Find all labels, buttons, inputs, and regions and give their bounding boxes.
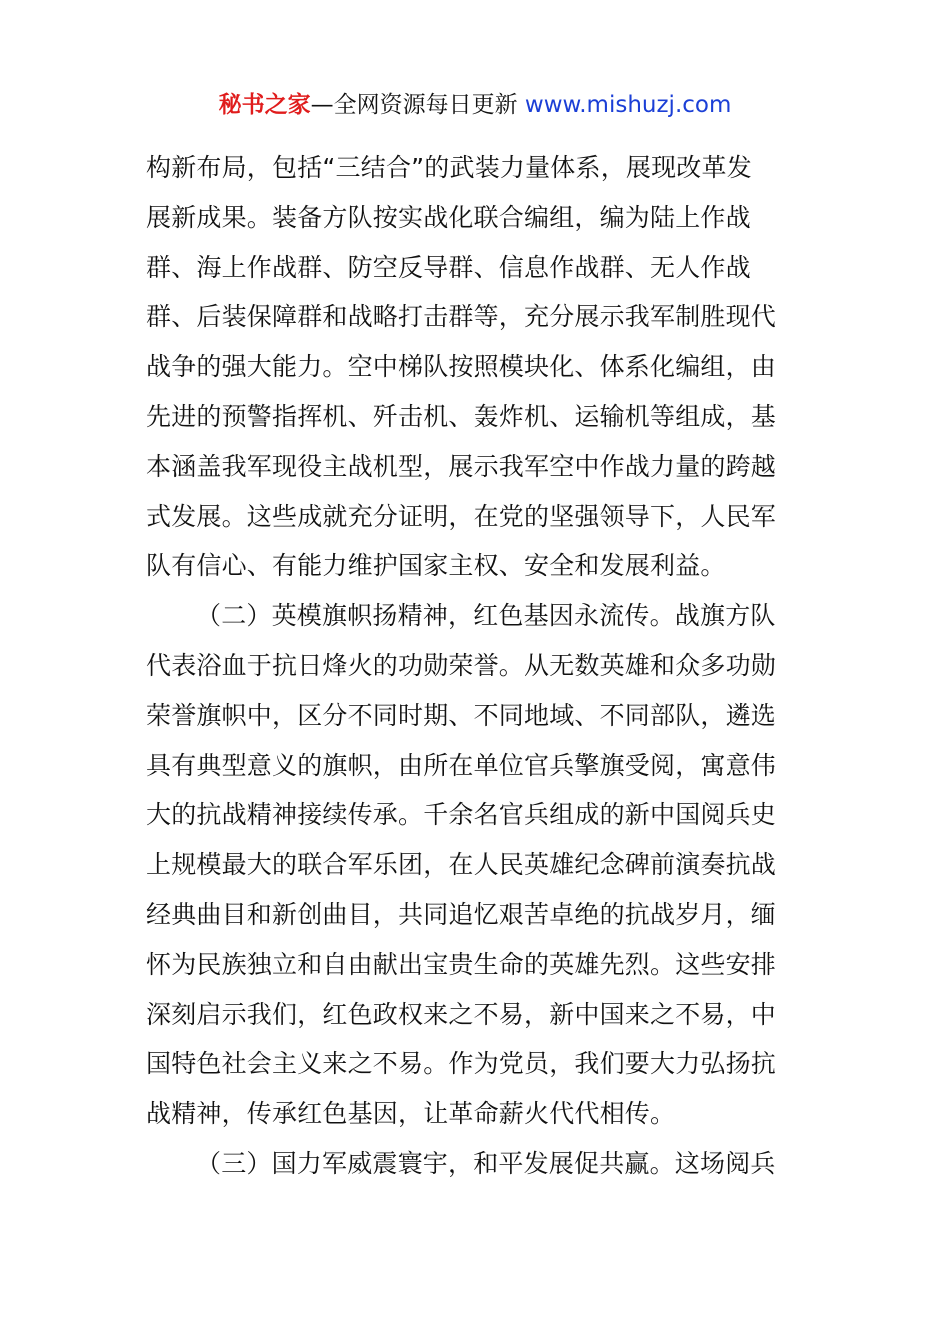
text-line: 群、后装保障群和战略打击群等，充分展示我军制胜现代 bbox=[146, 302, 777, 332]
text-line: 国特色社会主义来之不易。作为党员，我们要大力弘扬抗 bbox=[146, 1049, 777, 1079]
text-line: 战争的强大能力。空中梯队按照模块化、体系化编组，由 bbox=[146, 352, 777, 382]
header-tagline: —全网资源每日更新 bbox=[310, 92, 525, 118]
text-line: 队有信心、有能力维护国家主权、安全和发展利益。 bbox=[146, 551, 726, 581]
text-line: 本涵盖我军现役主战机型，展示我军空中作战力量的跨越 bbox=[146, 451, 777, 481]
document-body bbox=[146, 143, 808, 1189]
text-line: 代表浴血于抗日烽火的功勋荣誉。从无数英雄和众多功勋 bbox=[146, 650, 777, 680]
text-line: 先进的预警指挥机、歼击机、轰炸机、运输机等组成，基 bbox=[146, 401, 777, 431]
text-line: 构新布局，包括“三结合”的武装力量体系，展现改革发 bbox=[146, 153, 752, 182]
text-line: 群、海上作战群、防空反导群、信息作战群、无人作战 bbox=[146, 252, 751, 282]
page-header bbox=[0, 88, 950, 122]
section-heading-line: （二）英模旗帜扬精神，红色基因永流传。战旗方队 bbox=[196, 601, 776, 631]
text-line: 深刻启示我们，红色政权来之不易，新中国来之不易，中 bbox=[146, 999, 777, 1029]
text-line: 荣誉旗帜中，区分不同时期、不同地域、不同部队，遴选 bbox=[146, 700, 777, 730]
text-line: 式发展。这些成就充分证明，在党的坚强领导下，人民军 bbox=[146, 501, 777, 531]
website-url: www.mishuzj.com bbox=[524, 92, 732, 118]
text-line: 具有典型意义的旗帜，由所在单位官兵擎旗受阅，寓意伟 bbox=[146, 750, 777, 780]
text-line: 展新成果。装备方队按实战化联合编组，编为陆上作战 bbox=[146, 202, 751, 232]
text-line: 战精神，传承红色基因，让革命薪火代代相传。 bbox=[146, 1099, 676, 1129]
text-line: 上规模最大的联合军乐团，在人民英雄纪念碑前演奏抗战 bbox=[146, 850, 777, 880]
section-heading-line: （三）国力军威震寰宇，和平发展促共赢。这场阅兵 bbox=[196, 1148, 776, 1178]
text-line: 大的抗战精神接续传承。千余名官兵组成的新中国阅兵史 bbox=[146, 800, 777, 830]
text-line: 怀为民族独立和自由献出宝贵生命的英雄先烈。这些安排 bbox=[146, 949, 777, 979]
text-line: 经典曲目和新创曲目，共同追忆艰苦卓绝的抗战岁月，缅 bbox=[146, 899, 777, 929]
brand-name: 秘书之家 bbox=[218, 92, 311, 118]
